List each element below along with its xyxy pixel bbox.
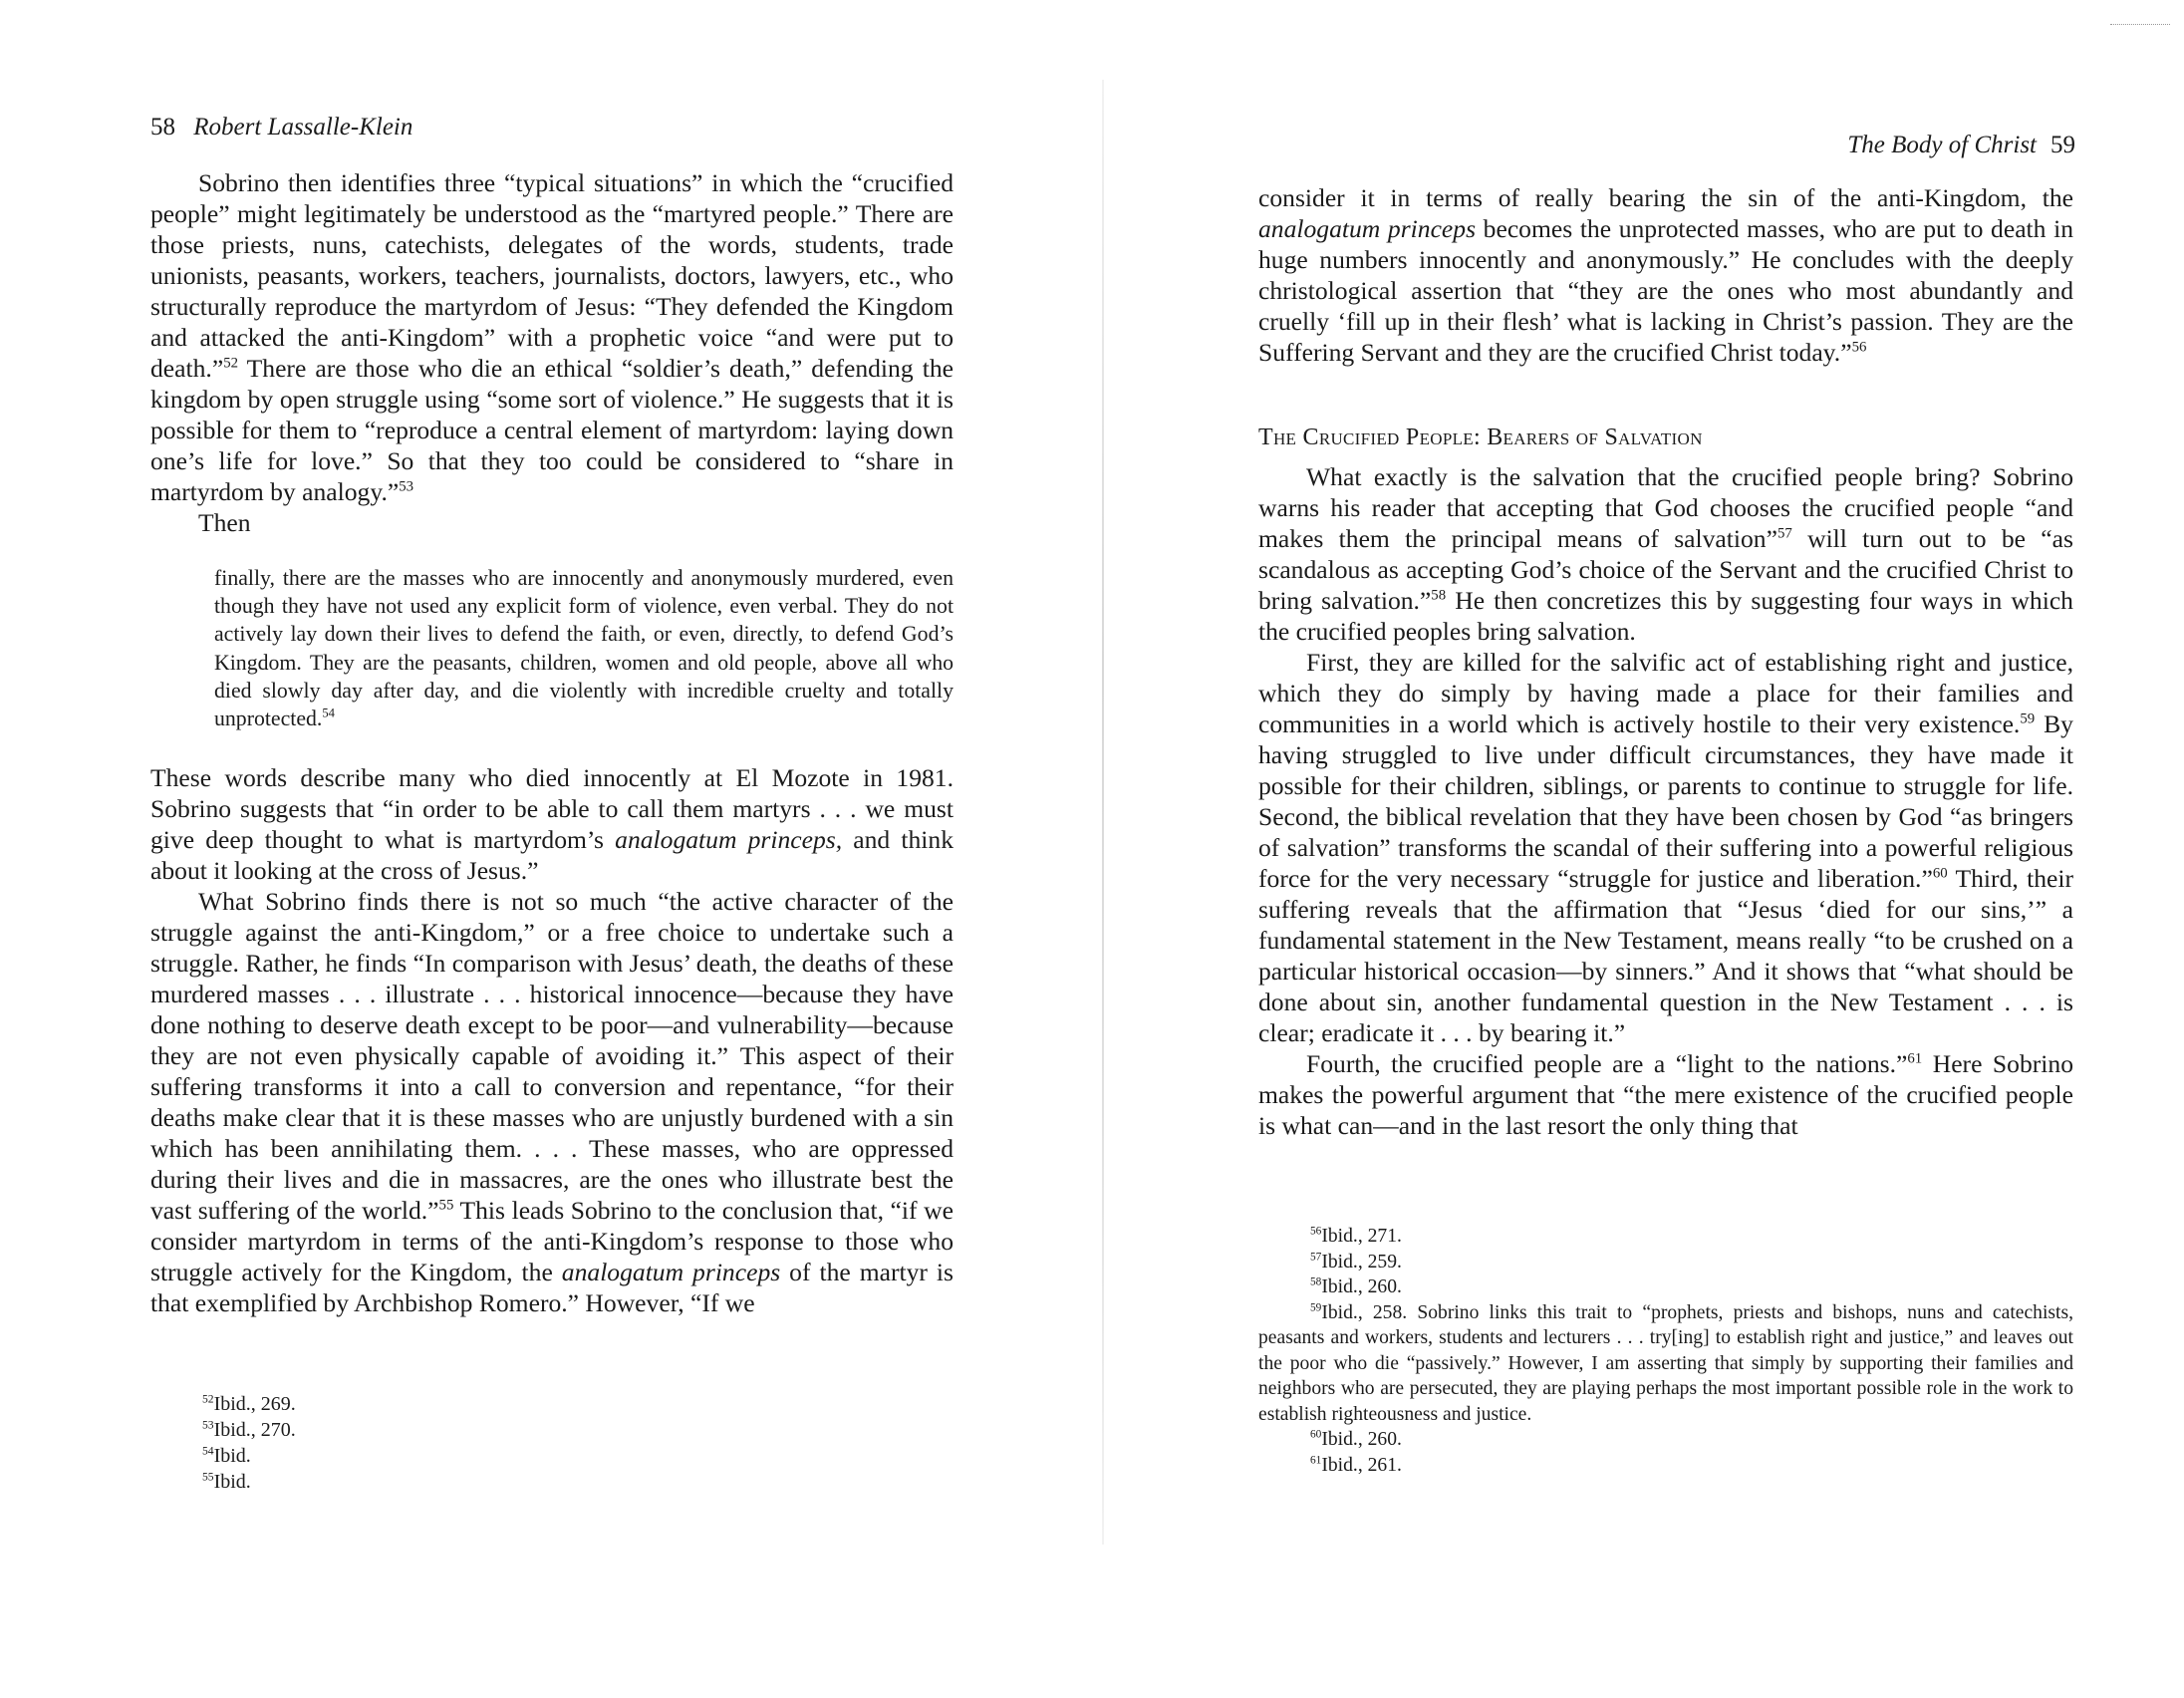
book-gutter <box>1102 80 1104 1545</box>
running-head: The Body of Christ <box>1847 132 2037 158</box>
left-page-header <box>150 113 412 142</box>
left-body-top <box>150 167 954 538</box>
footnote-ref[interactable]: 56 <box>1851 339 1867 356</box>
page-number: 58 <box>150 114 175 141</box>
left-body-bottom <box>150 762 954 1318</box>
right-page-header <box>1847 131 2075 160</box>
footnote: $^{56}$Ibid., 271. <box>1310 1225 1402 1247</box>
paragraph: Sobrino then identifies three “typical situations” in which the “crucified people” might legitimately be understood as the “martyred people.” There are those priests, nuns, catechists, delegates of the words, students, trade unionists, peasants, workers, teachers, journalists, doctors, lawyers, etc., who structurally reproduce the martyrdom of Jesus: “They defended the Kingdom and attacked the anti-Kingdom” with a prophetic voice “and were put to death.”$^{52}$ There are those who die an ethical “soldier’s death,” defending the kingdom by open struggle using “some sort of violence.” He suggests that it is possible for them to “reproduce a central element of martyrdom: laying down one’s life for love.” So that they too could be considered to “share in martyrdom by analogy.”$^{53}$ <box>150 168 954 506</box>
footnote-ref[interactable]: 57 <box>1776 525 1792 542</box>
paragraph: What exactly is the salvation that the crucified people bring? Sobrino warns his reader that accepting that God chooses the crucified people “and makes them the principal means of salvation”$^{57}$ will turn out to be “as scandalous as accepting God’s choice of the Servant and the crucified Christ to bring salvation.”$^{58}$ He then concretizes this by suggesting four ways in which the crucified peoples bring salvation. <box>1258 462 2073 646</box>
footnotes <box>150 1391 954 1495</box>
paragraph: consider it in terms of really bearing the sin of the anti-Kingdom, the analogatum princeps becomes the unprotected masses, who are put to death in huge numbers innocently and anonymously.” He concludes with the deeply christological assertion that “they are the ones who most abundantly and cruelly ‘fill up in their flesh’ what is lacking in Christ’s passion. They are the Suffering Servant and they are the crucified Christ today.”$^{56}$ <box>1258 183 2073 367</box>
footnote: $^{55}$Ibid. <box>202 1470 251 1493</box>
scan-edge-marks <box>2110 24 2170 25</box>
section-title: The Crucified People: Bearers of Salvation <box>1258 424 1703 450</box>
footnote: $^{59}$Ibid., 258. Sobrino links this trait to “prophets, priests and bishops, nuns and catechists, peasants and workers, students and lecturers . . . try[ing] to establish right and justice,” and leaves out the poor who die “passively.” However, I am asserting that simply by supporting their families and neighbors who are persecuted, they are playing perhaps the most important possible role in the work to establish righteousness and justice. <box>1258 1300 2073 1425</box>
paragraph: These words describe many who died innocently at El Mozote in 1981. Sobrino suggests that “in order to be able to call them martyrs . . . we must give deep thought to what is martyrdom’s analogatum princeps, and think about it looking at the cross of Jesus.” <box>150 763 954 885</box>
right-body-bottom <box>1258 461 2073 1141</box>
footnote: $^{54}$Ibid. <box>202 1444 251 1467</box>
footnote-ref[interactable]: 54 <box>322 706 335 720</box>
paragraph: Fourth, the crucified people are a “light to the nations.”$^{61}$ Here Sobrino makes the powerful argument that “the mere existence of the crucified people is what can—and in the last resort the only thing that <box>1258 1049 2073 1140</box>
footnote-ref[interactable]: 60 <box>1932 865 1948 882</box>
footnote: $^{60}$Ibid., 260. <box>1310 1428 1402 1450</box>
footnote: $^{52}$Ibid., 269. <box>202 1392 296 1415</box>
paragraph: What Sobrino finds there is not so much “the active character of the struggle against the anti-Kingdom,” or a free choice to undertake such a struggle. Rather, he finds “In comparison with Jesus’ death, the deaths of these murdered masses . . . illustrate . . . historical innocence—because they have done nothing to deserve death except to be poor—and vulnerability—because they are not even physically capable of avoiding it.” This aspect of their suffering transforms it into a call to conversion and repentance, “for their deaths make clear that it is these masses who are unjustly burdened with a sin which has been annihilating them. . . . These masses, who are oppressed during their lives and die in massacres, are the ones who illustrate best the vast suffering of the world.”$^{55}$ This leads Sobrino to the conclusion that, “if we consider martyrdom in terms of the anti-Kingdom’s response to those who struggle actively for the Kingdom, the analogatum princeps of the martyr is that exemplified by Archbishop Romero.” However, “If we <box>150 887 954 1317</box>
footnote: $^{61}$Ibid., 261. <box>1310 1453 1402 1476</box>
footnote-ref[interactable]: 59 <box>2020 710 2036 727</box>
block-quote: finally, there are the masses who are innocently and anonymously murdered, even though they have not used any explicit form of violence, even verbal. They do not actively lay down their lives to defend the faith, or even, directly, to defend God’s Kingdom. They are the peasants, children, women and old people, above all who died slowly day after day, and die violently with incredible cruelty and totally unprotected.$^{54}$ <box>214 566 954 731</box>
footnotes <box>1258 1224 2073 1478</box>
paragraph: Then <box>198 508 251 537</box>
right-body-top <box>1258 182 2073 368</box>
paragraph: First, they are killed for the salvific act of establishing right and justice, which they do simply by having made a place for their families and communities in a world which is actively hostile to their very existence.$^{59}$ By having struggled to live under difficult circumstances, they have made it possible for their children, siblings, or parents to continue to struggle for life. Second, the biblical revelation that they have been chosen by God “as bringers of salvation” transforms the scandal of their suffering into a powerful religious force for the very necessary “struggle for justice and liberation.”$^{60}$ Third, their suffering reveals that the affirmation that “Jesus ‘died for our sins,’” a fundamental statement in the New Testament, means really “to be crushed on a particular historical occasion—by sinners.” And it shows that “what should be done about sin, another fundamental question in the New Testament . . . is clear; eradicate it . . . by bearing it.” <box>1258 648 2073 1047</box>
footnote-ref[interactable]: 53 <box>399 478 414 495</box>
footnote-ref[interactable]: 55 <box>438 1197 454 1214</box>
footnote-ref[interactable]: 52 <box>223 355 239 372</box>
footnote: $^{57}$Ibid., 259. <box>1310 1250 1402 1273</box>
running-head: Robert Lassalle-Klein <box>193 114 413 141</box>
footnote: $^{53}$Ibid., 270. <box>202 1418 296 1441</box>
footnote-ref[interactable]: 61 <box>1907 1050 1923 1067</box>
page-number: 59 <box>2050 132 2075 158</box>
footnote: $^{58}$Ibid., 260. <box>1310 1275 1402 1297</box>
footnote-ref[interactable]: 58 <box>1431 587 1447 604</box>
